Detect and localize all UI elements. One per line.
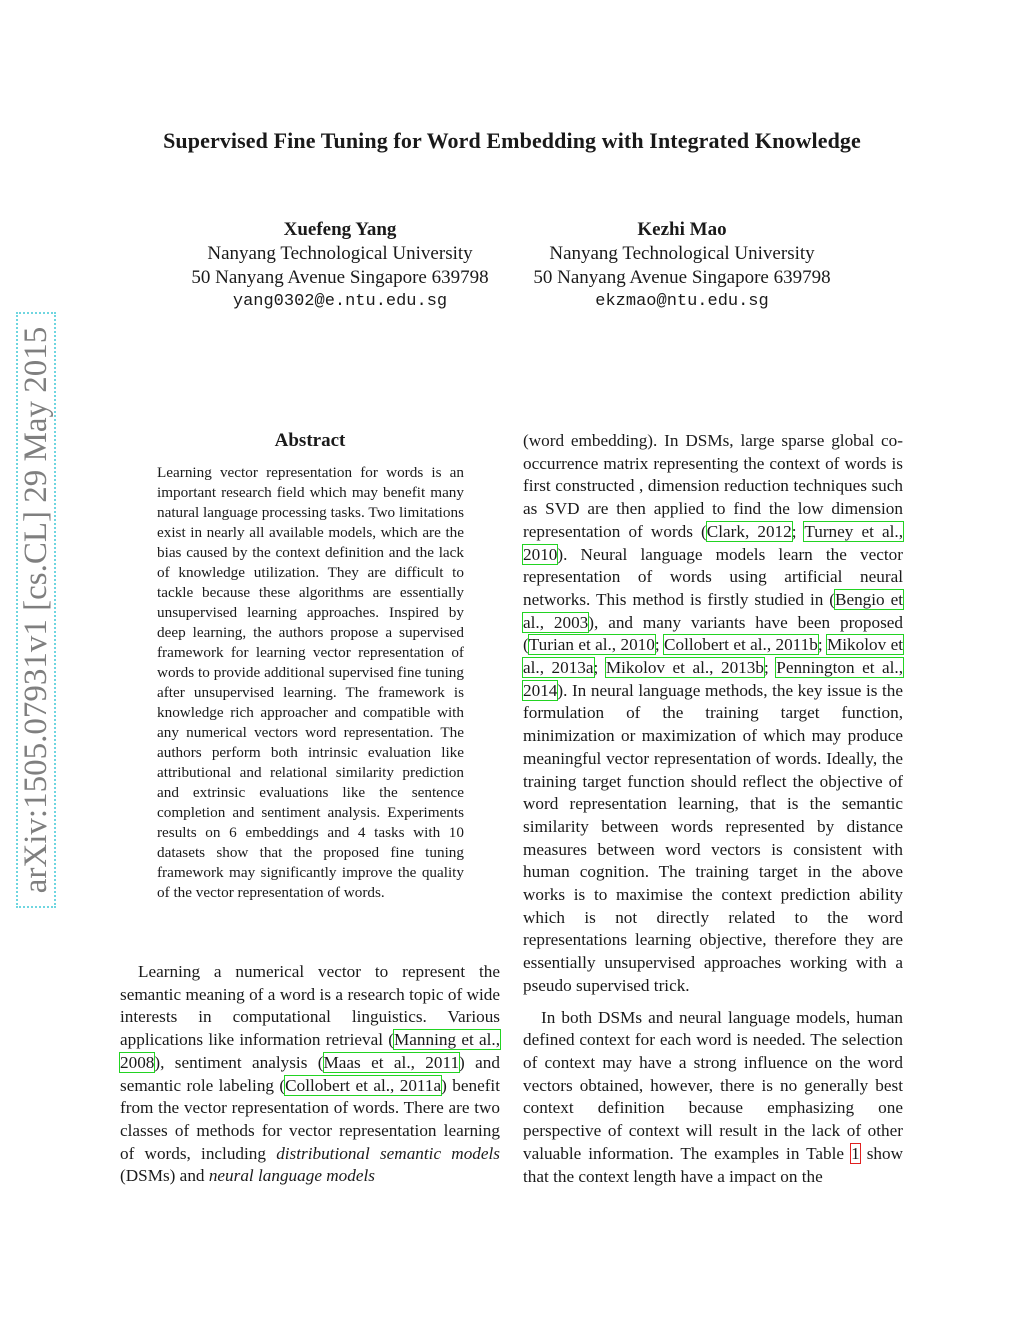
arxiv-identifier-stamp[interactable]: arXiv:1505.07931v1 [cs.CL] 29 May 2015 [16,312,56,908]
citation-link[interactable]: Mikolov et al., 2013b [605,658,764,678]
term-dsm: distributional semantic models [276,1143,500,1163]
author-block-1 [170,218,510,314]
text-run: Learning a numerical vector to represent the semantic meaning of a word is a research topic of wide interests in computational linguistics. Various applications like information retrieval ( [120,962,500,1050]
citation-link[interactable]: Pennington et al., 2014 [523,658,903,700]
text-run: ; [791,521,805,541]
citation-link[interactable]: Maas et al., 2011 [323,1052,460,1072]
intro-right-column [523,430,903,1188]
abstract-heading: Abstract [274,430,346,451]
citation-link[interactable]: Manning et al., 2008 [120,1030,500,1072]
author-email[interactable]: yang0302@e.ntu.edu.sg [232,292,448,311]
author-email[interactable]: ekzmao@ntu.edu.sg [595,292,769,311]
text-run: ; [654,635,665,655]
citation-link[interactable]: Turney et al., 2010 [523,521,904,564]
author-affiliation: Nanyang Technological University [207,243,473,264]
author-name: Kezhi Mao [637,219,727,240]
text-run: ) benefit from the vector representation of words. There are two classes of methods for vector representation learning of words, including [120,1075,500,1163]
author-affiliation: Nanyang Technological University [549,243,815,264]
intro-left-column [120,961,500,1188]
author-block-2 [512,218,852,314]
author-name: Xuefeng Yang [283,219,397,240]
author-address: 50 Nanyang Avenue Singapore 639798 [191,267,489,288]
author-address: 50 Nanyang Avenue Singapore 639798 [533,267,831,288]
text-run: ; [763,658,777,678]
text-run: ; [593,658,606,678]
term-nlm: neural language models [208,1166,375,1186]
text-run: In both DSMs and neural language models, human defined context for each word is needed. The selection of context may have a strong influence on the word vectors obtained, however, there is no generally best context definition because emphasizing one perspective of context will result in the lack of other valuable information. The examples in Table [523,1007,903,1163]
text-run: ). Neural language models learn the vector representation of words using artificial neural networks. This method is firstly studied in ( [523,544,903,609]
text-run: show that the context length have a impact on the [523,1143,903,1186]
text-run: (DSMs) and [120,1166,209,1186]
text-run: ; [817,635,827,655]
intro-paragraph-2 [523,1007,903,1189]
text-run: ), sentiment analysis ( [154,1052,324,1072]
paper-title: Supervised Fine Tuning for Word Embedding with Integrated Knowledge [163,128,861,153]
text-run: ), and many variants have been proposed ( [523,612,903,655]
intro-paragraph-1-start [120,961,500,1188]
citation-link[interactable]: Collobert et al., 2011b [664,635,818,655]
intro-paragraph-1-cont [523,430,903,998]
table-reference-link[interactable]: 1 [851,1143,860,1163]
citation-link[interactable]: Clark, 2012 [706,521,792,541]
text-run: (word embedding). In DSMs, large sparse global co-occurrence matrix representing the context of words is first constructed , dimension reduction techniques such as SVD are then applied to find the low dimension representation of words ( [523,431,903,541]
citation-link[interactable]: Turian et al., 2010 [528,635,655,655]
citation-link[interactable]: Mikolov et al., 2013a [523,635,903,678]
citation-link[interactable]: Bengio et al., 2003 [523,589,903,632]
text-run: ). In neural language methods, the key issue is the formulation of the training target function, minimization or maximization of which may produce meaningful vector representation of words. Ideally, the training target function should reflect the objective of word representation learning, that is the semantic similarity between words represented by distance measures between word vectors is consistent with human cognition. The training target in the above works is to maximise the context prediction ability which is not directly related to the word representations learning objective, therefore they are essentially unsupervised approaches working with a pseudo supervised trick. [523,680,903,995]
text-run: ) and semantic role labeling ( [120,1052,500,1095]
citation-link[interactable]: Collobert et al., 2011a [285,1075,442,1095]
abstract-body: Learning vector representation for words is an important research field which may benefit many natural language processing tasks. Two limitations exist in nearly all available models, which are the bias caused by the context definition and the lack of knowledge utilization. They are difficult to tackle because these algorithms are essentially unsupervised learning approaches. Inspired by deep learning, the authors propose a supervised framework for learning vector representation of words to provide additional supervised fine tuning after unsupervised learning. The framework is knowledge rich approacher and compatible with any numerical vectors word representation. The authors perform both intrinsic evaluation like attributional and relational similarity prediction and extrinsic evaluations like the sentence completion and sentiment analysis. Experiments results on 6 embeddings and 4 tasks with 10 datasets show that the proposed fine tuning framework may significantly improve the quality of the vector representation of words. [157,464,464,901]
